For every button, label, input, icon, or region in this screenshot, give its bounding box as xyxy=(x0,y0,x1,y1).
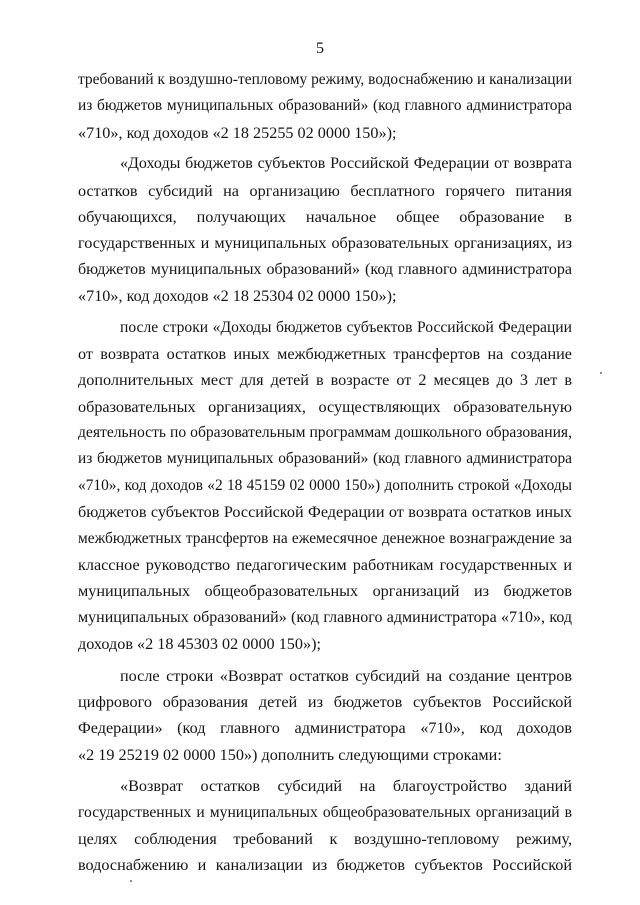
text-line: муниципальных образований» (код главного администратора «710», код xyxy=(78,608,572,626)
text-line: после строки «Возврат остатков субсидий на создание центров xyxy=(120,666,572,685)
text-line: «710», код доходов «2 18 25255 02 0000 150»); xyxy=(78,123,397,142)
text-line: остатков субсидий на организацию бесплатного горячего питания xyxy=(78,181,572,200)
text-line: «2 19 25219 02 0000 150») дополнить следующими строками: xyxy=(78,745,502,764)
text-line: государственных и муниципальных общеобразовательных организаций в xyxy=(78,803,572,821)
text-line: классное руководство педагогическим работникам государственных и xyxy=(78,556,572,575)
text-line: дополнительных мест для детей в возрасте от 2 месяцев до 3 лет в xyxy=(78,371,572,390)
paragraph-posle-stroki-vozvrat xyxy=(78,663,572,769)
text-line: бюджетов субъектов Российской Федерации от возврата остатков иных xyxy=(78,503,572,522)
paragraph-continuation xyxy=(78,67,572,146)
text-line: водоснабжению и канализации из бюджетов субъектов Российской xyxy=(78,856,572,875)
text-line: межбюджетных трансфертов на ежемесячное денежное вознаграждение за xyxy=(78,529,572,547)
text-line: «Доходы бюджетов субъектов Российской Федерации от возврата xyxy=(120,155,572,173)
text-line: обучающихся, получающих начальное общее образование в xyxy=(78,207,572,226)
text-line: деятельность по образовательным программам дошкольного образования, xyxy=(78,424,572,442)
paragraph-posle-stroki-doxody xyxy=(78,315,572,658)
text-line: цифрового образования детей из бюджетов субъектов Российской xyxy=(78,692,572,711)
text-line: целях соблюдения требований к воздушно-тепловому режиму, xyxy=(78,829,572,848)
text-line: «710», код доходов «2 18 45159 02 0000 150») дополнить строкой «Доходы xyxy=(78,476,572,494)
scan-speck xyxy=(130,880,132,882)
scan-speck xyxy=(600,372,602,374)
text-line: после строки «Доходы бюджетов субъектов Российской Федерации xyxy=(120,318,572,336)
page-number: 5 xyxy=(316,40,324,57)
document-body xyxy=(78,67,572,879)
text-line: требований к воздушно-тепловому режиму, водоснабжению и канализации xyxy=(78,71,572,88)
text-line: из бюджетов муниципальных образований» (код главного администратора xyxy=(78,97,572,115)
text-line: «710», код доходов «2 18 25304 02 0000 150»); xyxy=(78,287,397,306)
text-line: «Возврат остатков субсидий на благоустройство зданий xyxy=(120,777,572,796)
text-line: государственных и муниципальных образовательных организациях, из xyxy=(78,234,572,253)
text-line: Федерации» (код главного администратора «710», код доходов xyxy=(78,719,572,738)
text-line: от возврата остатков иных межбюджетных трансфертов на создание xyxy=(78,344,572,363)
text-line: доходов «2 18 45303 02 0000 150»); xyxy=(78,635,321,654)
text-line: из бюджетов муниципальных образований» (код главного администратора xyxy=(78,450,572,468)
paragraph-doxody-pitanie xyxy=(78,151,572,309)
text-line: образовательных организациях, осуществляющих образовательную xyxy=(78,397,572,416)
text-line: бюджетов муниципальных образований» (код главного администратора xyxy=(78,260,572,278)
text-line: муниципальных общеобразовательных организаций из бюджетов xyxy=(78,582,572,601)
paragraph-vozvrat-blagoustroystvo xyxy=(78,773,572,879)
